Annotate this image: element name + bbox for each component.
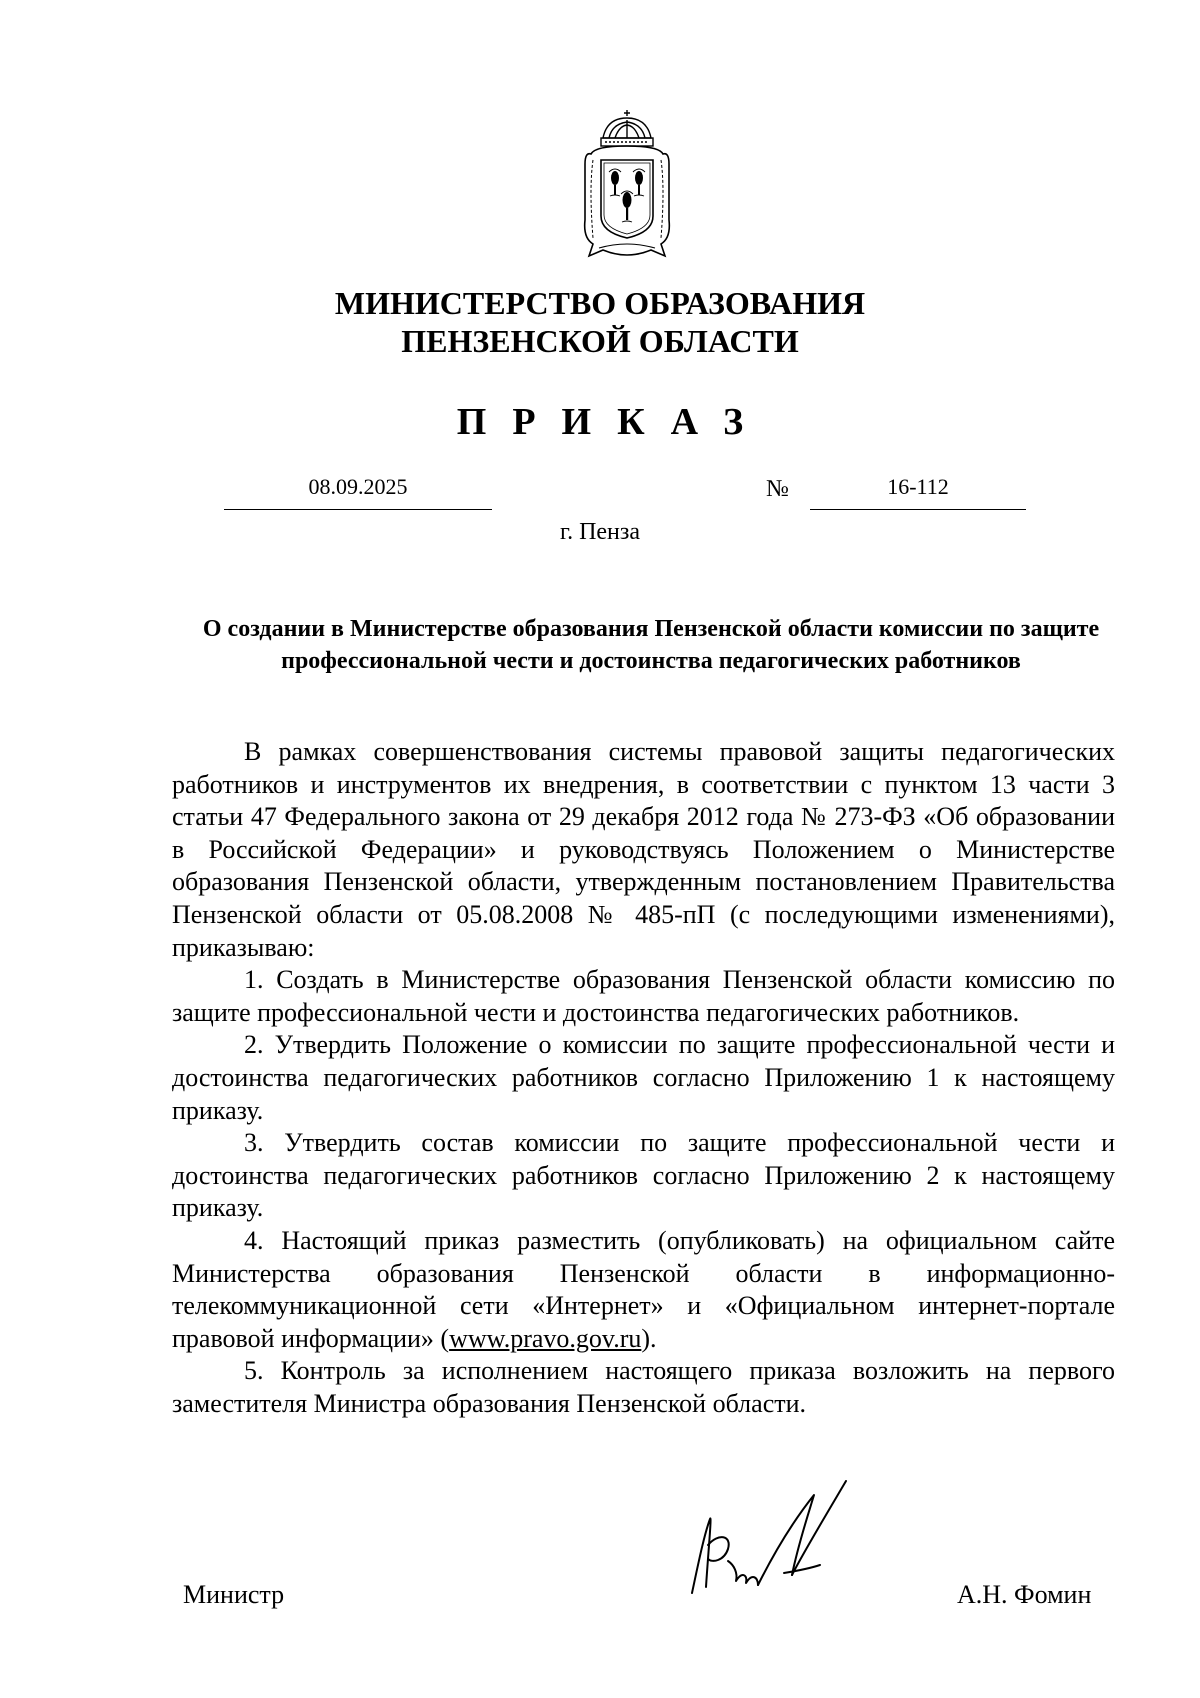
city: г. Пенза xyxy=(559,519,641,545)
ministry-name-line1: МИНИСТЕРСТВО ОБРАЗОВАНИЯ xyxy=(334,285,866,321)
preamble-paragraph: В рамках совершенствования системы правовой защиты педагогических работников и инструментов их внедрения, в соответствии с пунктом 13 части 3 статьи 47 Федерального закона от 29 декабря 2012 года № 273-ФЗ «Об образовании в Российской Федерации» и руководствуясь Положением о Министерстве образования Пензенской области, утвержденным постановлением Правительства Пензенской области от 05.08.2008 № 485-пП (с последующими изменениями), приказываю: xyxy=(172,737,1115,962)
ministry-name-line2: ПЕНЗЕНСКОЙ ОБЛАСТИ xyxy=(401,323,799,359)
signatory-name: А.Н. Фомин xyxy=(957,1580,1092,1609)
order-date: 08.09.2025 xyxy=(308,474,408,499)
order-item-3: 3. Утвердить состав комиссии по защите профессиональной чести и достоинства педагогических работников согласно Приложению 2 к настоящему приказу. xyxy=(172,1128,1115,1223)
coat-of-arms-icon xyxy=(579,108,675,262)
order-number: 16-112 xyxy=(887,474,949,499)
signatory-role: Министр xyxy=(183,1580,285,1609)
document-type-title: ПРИКАЗ xyxy=(456,401,770,443)
number-underline xyxy=(810,509,1026,510)
order-item-4-text: 4. Настоящий приказ разместить (опубликовать) на официальном сайте Министерства образования Пензенской области в информационно-телекоммуникационной сети «Интернет» и «Официальном интернет-портале правовой информации» ( xyxy=(172,1225,1115,1353)
pravo-gov-link[interactable]: www.pravo.gov.ru xyxy=(449,1323,642,1353)
order-item-2: 2. Утвердить Положение о комиссии по защите профессиональной чести и достоинства педагогических работников согласно Приложению 1 к настоящему приказу. xyxy=(172,1030,1115,1125)
number-sign: № xyxy=(766,476,789,502)
order-item-4-end: ). xyxy=(641,1323,657,1353)
date-underline xyxy=(224,509,492,510)
order-item-1: 1. Создать в Министерстве образования Пензенской области комиссию по защите профессиональной чести и достоинства педагогических работников. xyxy=(172,965,1115,1027)
order-body xyxy=(172,736,1115,1420)
order-subject: О создании в Министерстве образования Пензенской области комиссии по защите профессиональной чести и достоинства педагогических работников xyxy=(202,616,1100,674)
order-item-4 xyxy=(172,1225,1115,1355)
order-item-5: 5. Контроль за исполнением настоящего приказа возложить на первого заместителя Министра образования Пензенской области. xyxy=(172,1356,1115,1418)
handwritten-signature-icon xyxy=(688,1475,858,1605)
